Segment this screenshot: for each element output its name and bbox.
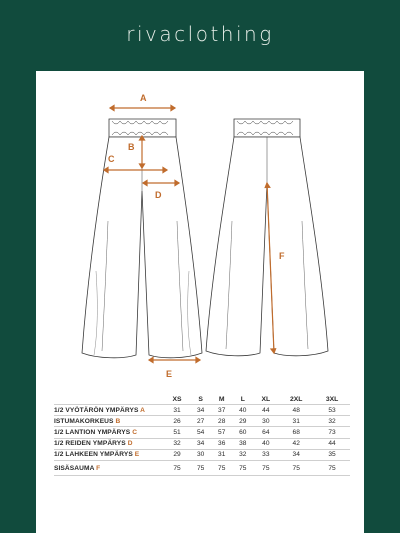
table-cell: 35 — [314, 449, 350, 460]
table-cell: 34 — [190, 405, 211, 416]
table-cell: 51 — [164, 427, 190, 438]
table-cell: 48 — [278, 405, 314, 416]
measure-label-b: B — [128, 142, 135, 152]
row-code: C — [132, 428, 138, 436]
table-cell: 29 — [164, 449, 190, 460]
measure-label-a: A — [140, 93, 147, 103]
row-code: A — [140, 406, 146, 414]
table-row — [54, 460, 350, 475]
row-name: ISTUMAKORKEUS — [54, 417, 114, 425]
table-cell: 75 — [232, 460, 253, 475]
table-cell: 30 — [190, 449, 211, 460]
row-code: B — [115, 417, 121, 425]
table-cell: 40 — [253, 438, 278, 449]
table-cell: 42 — [278, 438, 314, 449]
table-row — [54, 449, 350, 460]
table-row — [54, 438, 350, 449]
table-cell: 75 — [253, 460, 278, 475]
row-name: SISÄSAUMA — [54, 464, 95, 472]
table-cell: 53 — [314, 405, 350, 416]
row-code: F — [96, 464, 101, 472]
table-cell: 75 — [278, 460, 314, 475]
table-cell: 31 — [278, 416, 314, 427]
size-header: S — [198, 396, 203, 403]
size-header: XL — [261, 396, 271, 403]
table-cell: 75 — [190, 460, 211, 475]
table-cell: 57 — [211, 427, 232, 438]
size-table — [54, 394, 350, 476]
measure-label-f: F — [279, 251, 285, 261]
table-row — [54, 427, 350, 438]
back-trousers-drawing — [206, 119, 328, 356]
table-cell: 37 — [211, 405, 232, 416]
size-header: 2XL — [289, 396, 303, 403]
row-name: 1/2 LANTION YMPÄRYS — [54, 428, 131, 436]
table-cell: 27 — [190, 416, 211, 427]
table-cell: 33 — [253, 449, 278, 460]
row-label — [54, 427, 164, 438]
table-row — [54, 416, 350, 427]
table-cell: 34 — [190, 438, 211, 449]
size-header: M — [218, 396, 225, 403]
row-name: 1/2 REIDEN YMPÄRYS — [54, 440, 126, 448]
row-code: E — [134, 451, 140, 459]
row-label — [54, 460, 164, 475]
table-row — [54, 405, 350, 416]
table-cell: 60 — [232, 427, 253, 438]
trousers-measurement-diagram — [36, 71, 364, 391]
size-table-header-row — [54, 394, 350, 405]
table-cell: 28 — [211, 416, 232, 427]
table-cell: 29 — [232, 416, 253, 427]
size-header: XS — [172, 396, 182, 403]
measure-label-e: E — [166, 369, 173, 379]
table-cell: 64 — [253, 427, 278, 438]
row-label — [54, 438, 164, 449]
size-table-corner — [54, 394, 164, 405]
table-cell: 75 — [164, 460, 190, 475]
row-code: D — [127, 440, 133, 448]
table-cell: 54 — [190, 427, 211, 438]
size-header: 3XL — [325, 396, 339, 403]
row-label — [54, 416, 164, 427]
row-name: 1/2 VYÖTÄRÖN YMPÄRYS — [54, 406, 139, 414]
table-cell: 44 — [253, 405, 278, 416]
table-cell: 38 — [232, 438, 253, 449]
table-cell: 40 — [232, 405, 253, 416]
measure-label-c: C — [108, 154, 115, 164]
table-cell: 73 — [314, 427, 350, 438]
table-cell: 32 — [232, 449, 253, 460]
size-header: L — [240, 396, 245, 403]
table-cell: 75 — [314, 460, 350, 475]
table-cell: 34 — [278, 449, 314, 460]
measure-label-d: D — [155, 190, 162, 200]
table-cell: 75 — [211, 460, 232, 475]
table-cell: 36 — [211, 438, 232, 449]
brand-logo-text: rivaclothing — [126, 22, 274, 46]
table-cell: 44 — [314, 438, 350, 449]
table-cell: 31 — [211, 449, 232, 460]
table-cell: 31 — [164, 405, 190, 416]
table-cell: 68 — [278, 427, 314, 438]
row-label — [54, 405, 164, 416]
table-cell: 32 — [164, 438, 190, 449]
row-name: 1/2 LAHKEEN YMPÄRYS — [54, 451, 133, 459]
size-chart-card — [36, 71, 364, 533]
table-cell: 30 — [253, 416, 278, 427]
table-cell: 26 — [164, 416, 190, 427]
row-label — [54, 449, 164, 460]
table-cell: 32 — [314, 416, 350, 427]
